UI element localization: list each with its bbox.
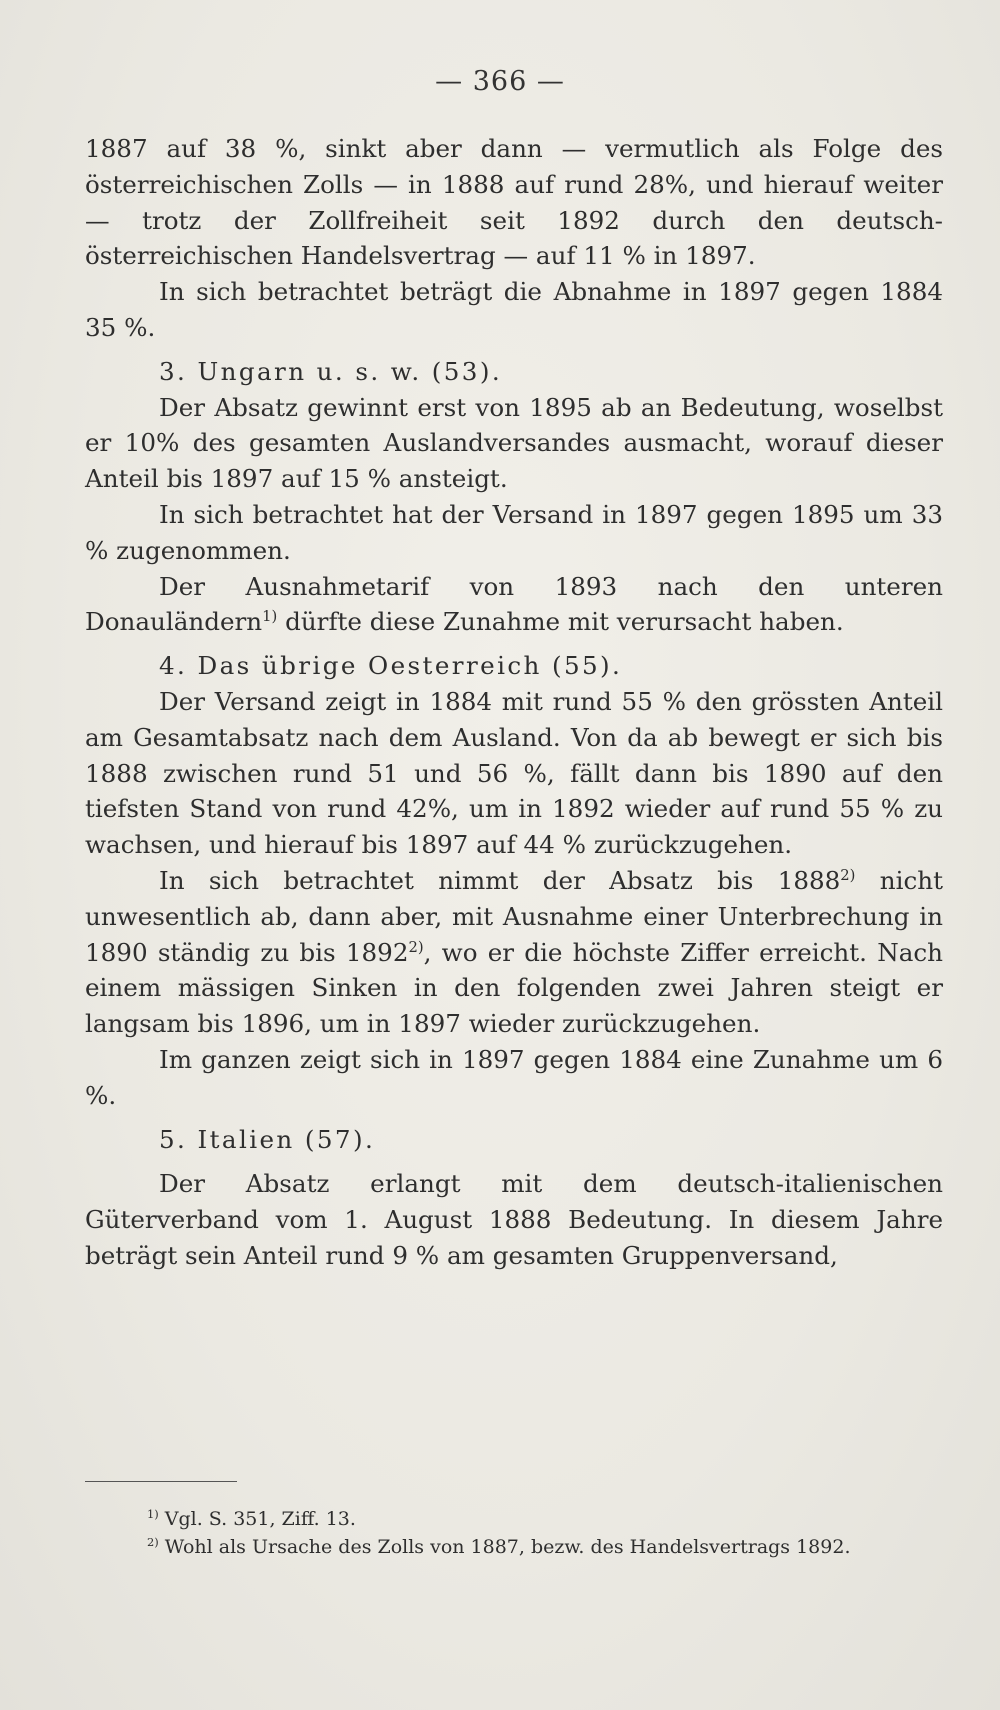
paragraph: Der Absatz gewinnt erst von 1895 ab an Bedeutung, woselbst er 10% des gesamten Auslandversandes ausmacht, worauf dieser Anteil bis 1897 auf 15 % ansteigt. — [85, 392, 943, 494]
paragraph: 1887 auf 38 %, sinkt aber dann — vermutlich als Folge des österreichischen Zolls — in 1888 auf rund 28%, und hierauf weiter — trotz der Zollfreiheit seit 1892 durch den deutsch-österreichischen Handelsvertrag — auf 11 % in 1897. — [85, 134, 943, 271]
paragraph: Der Ausnahmetarif von 1893 nach den unteren Donauländern$^{1)}$ dürfte diese Zunahme mit verursacht haben. — [85, 571, 943, 637]
section-heading: 5. Italien (57). — [159, 1124, 376, 1154]
footnote: $^{2)}$ Wohl als Ursache des Zolls von 1887, bezw. des Handelsvertrags 1892. — [147, 1535, 851, 1558]
footnote: $^{1)}$ Vgl. S. 351, Ziff. 13. — [147, 1507, 356, 1530]
paragraph: Der Versand zeigt in 1884 mit rund 55 % den grössten Anteil am Gesamtabsatz nach dem Ausland. Von da ab bewegt er sich bis 1888 zwischen rund 51 und 56 %, fällt dann bis 1890 auf den tiefsten Stand von rund 42%, um in 1892 wieder auf rund 55 % zu wachsen, und hierauf bis 1897 auf 44 % zurückzugehen. — [85, 686, 943, 860]
footnote-mark: 1) — [147, 1507, 159, 1522]
footnote-mark: 2) — [147, 1535, 159, 1550]
body-text — [85, 131, 943, 1274]
footnote-ref: 2) — [408, 938, 424, 956]
paragraph: Der Absatz erlangt mit dem deutsch-italienischen Güterverband vom 1. August 1888 Bedeutung. In diesem Jahre beträgt sein Anteil rund 9 % am gesamten Gruppenversand, — [85, 1169, 943, 1270]
footnotes — [85, 1505, 943, 1561]
paragraph: In sich betrachtet hat der Versand in 1897 gegen 1895 um 33 % zugenommen. — [85, 499, 943, 565]
footnote-divider — [85, 1481, 237, 1482]
paragraph: In sich betrachtet beträgt die Abnahme in 1897 gegen 1884 35 %. — [85, 277, 943, 342]
footnote-ref: 2) — [840, 867, 856, 885]
paragraph: Im ganzen zeigt sich in 1897 gegen 1884 eine Zunahme um 6 %. — [85, 1044, 943, 1110]
section-heading: 3. Ungarn u. s. w. (53). — [159, 356, 503, 386]
page-number: — 366 — — [435, 66, 565, 97]
footnote-ref: 1) — [262, 608, 278, 626]
paragraph: In sich betrachtet nimmt der Absatz bis 1888$^{2)}$ nicht unwesentlich ab, dann aber, mit Ausnahme einer Unterbrechung in 1890 ständig zu bis 1892$^{2)}$, wo er die höchste Ziffer erreicht. Nach einem mässigen Sinken in den folgenden zwei Jahren steigt er langsam bis 1896, um in 1897 wieder zurückzugehen. — [85, 865, 943, 1039]
section-heading: 4. Das übrige Oesterreich (55). — [159, 651, 623, 681]
